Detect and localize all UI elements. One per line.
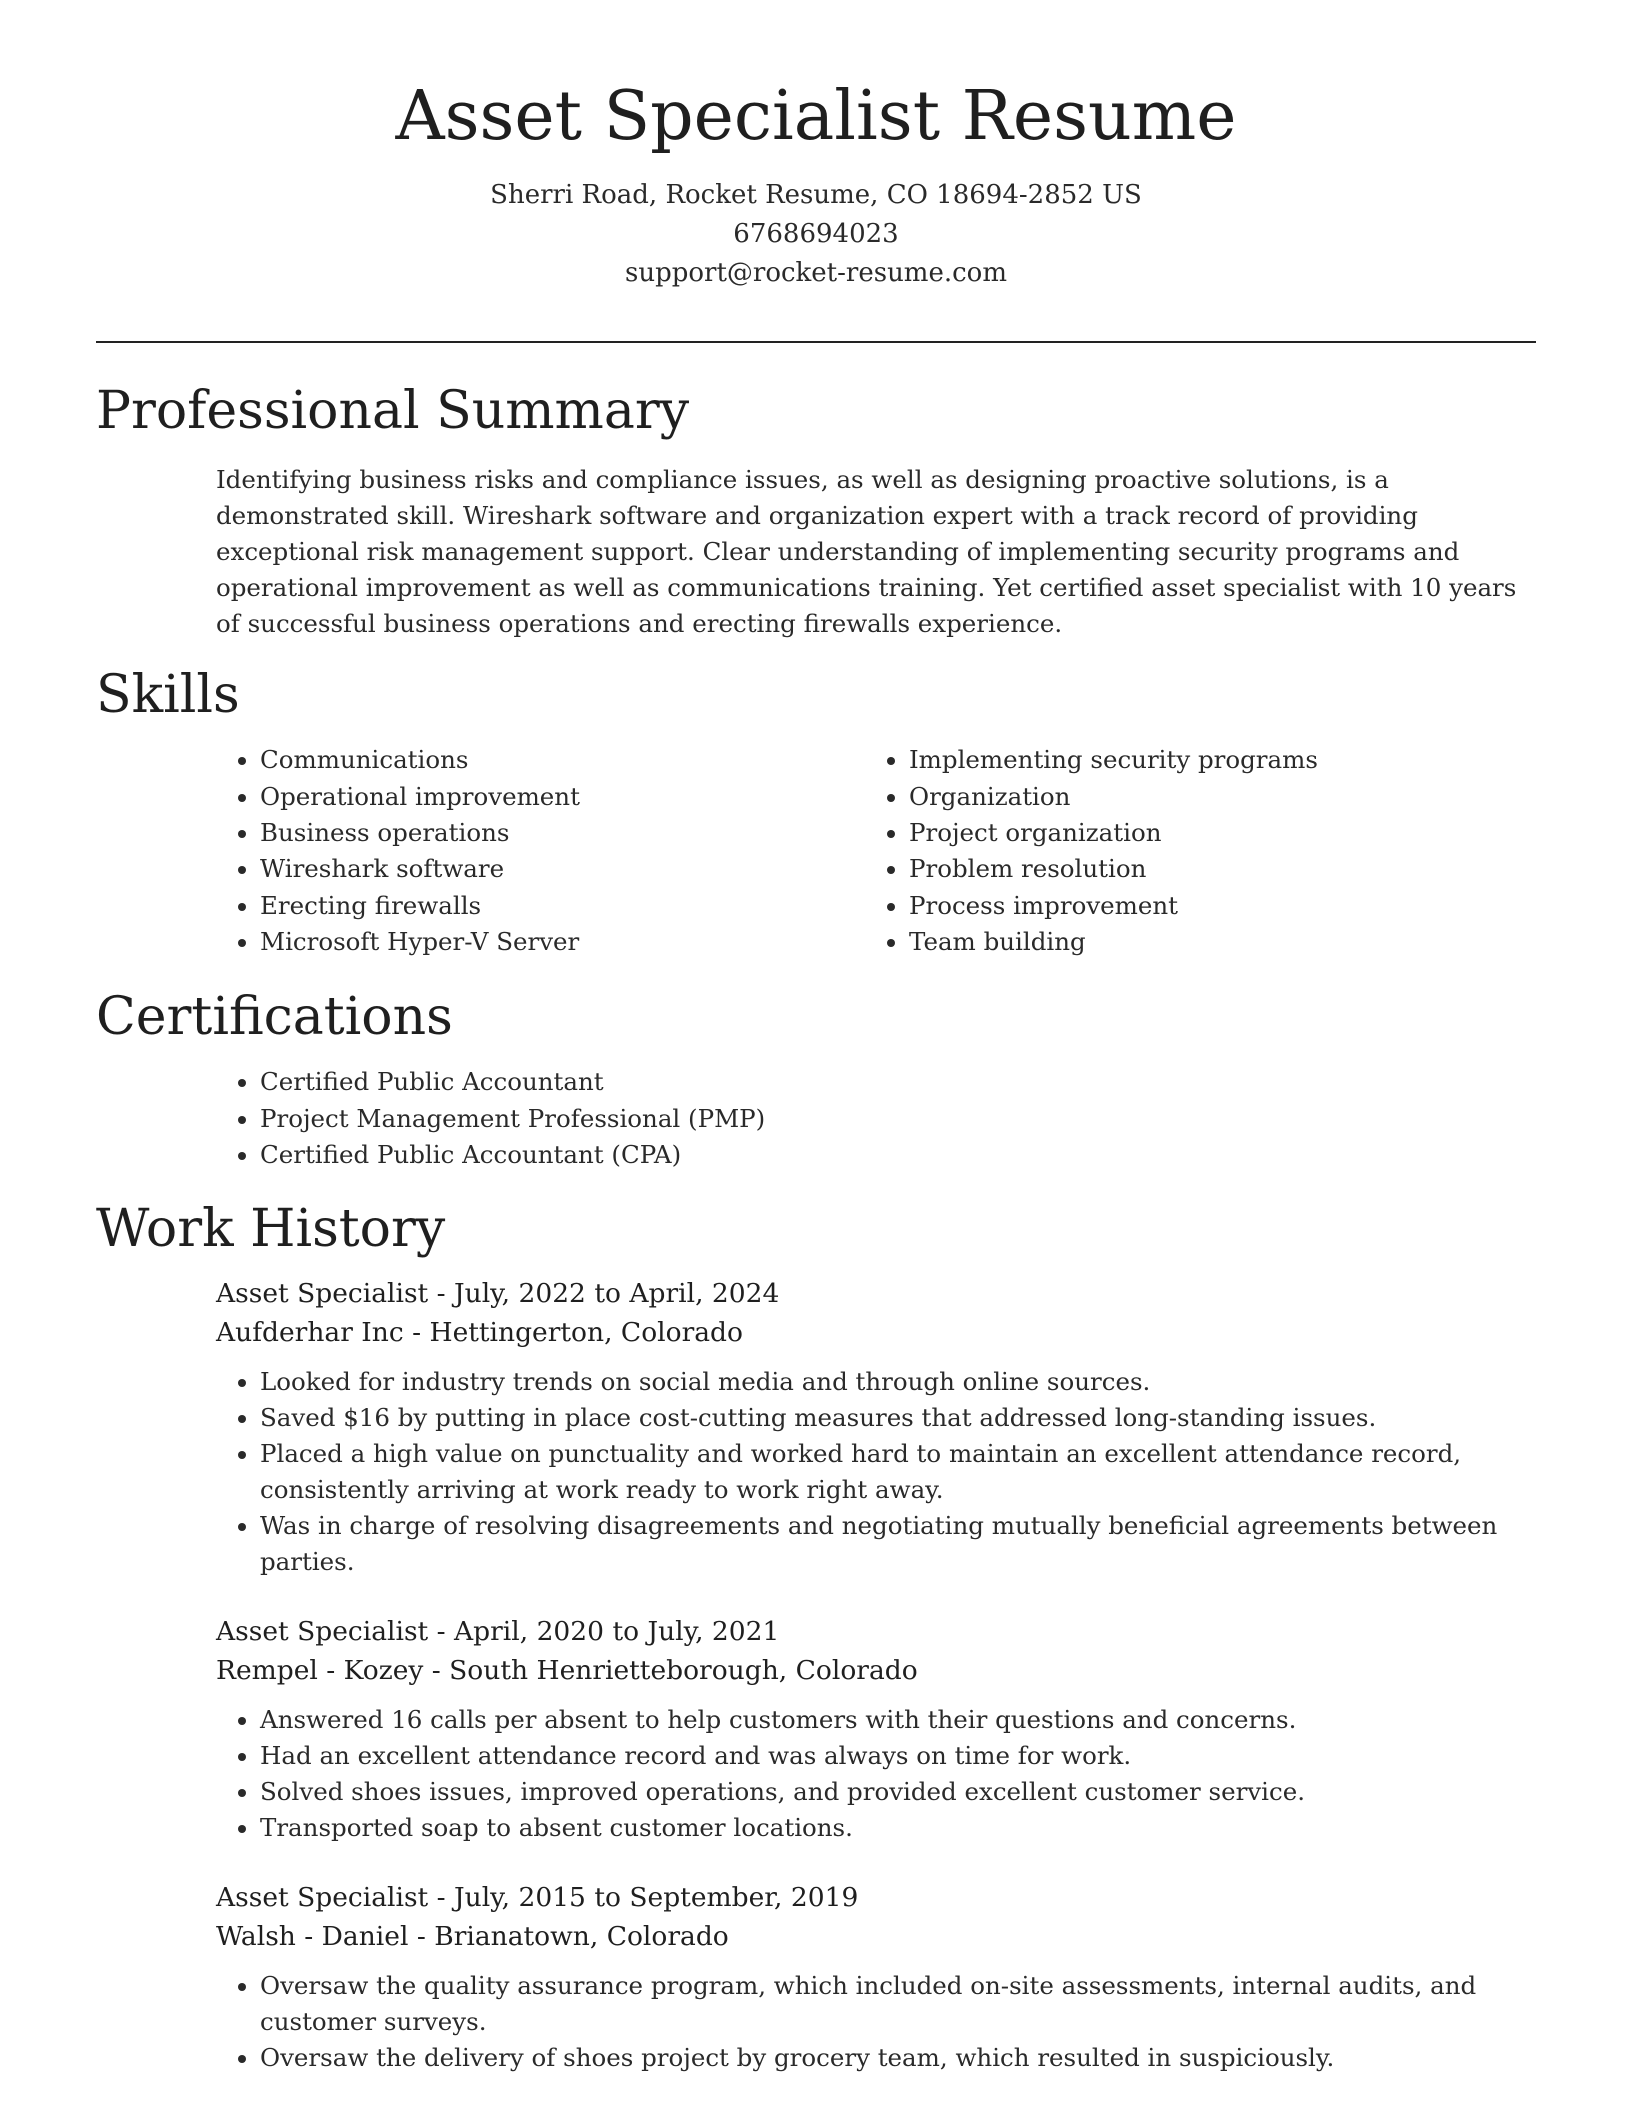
- phone-text: 6768694023: [733, 219, 899, 250]
- certifications-heading: Certifications: [96, 987, 453, 1047]
- job-bullets: [216, 1702, 1536, 1846]
- skills-heading: Skills: [96, 665, 240, 725]
- certification-item: • Certified Public Accountant (CPA): [260, 1137, 1536, 1173]
- work-history-section: [96, 1201, 1536, 2076]
- address-text: Sherri Road, Rocket Resume, CO 18694-2852 US: [490, 180, 1142, 211]
- certification-item: • Certified Public Accountant: [260, 1064, 1536, 1100]
- job-bullet: • Was in charge of resolving disagreements and negotiating mutually beneficial agreements between parties.: [260, 1508, 1536, 1580]
- job-bullet: • Placed a high value on punctuality and worked hard to maintain an excellent attendance record, consistently arriving at work ready to work right away.: [260, 1436, 1536, 1508]
- skills-section: [96, 667, 1536, 961]
- job-bullet: • Looked for industry trends on social media and through online sources.: [260, 1364, 1536, 1400]
- certification-item: • Project Management Professional (PMP): [260, 1101, 1536, 1137]
- job-bullet: • Oversaw the delivery of shoes project by grocery team, which resulted in suspiciously.: [260, 2040, 1536, 2076]
- job-title: Asset Specialist - April, 2020 to July, 2021: [216, 1616, 780, 1648]
- skill-item: • Team building: [909, 924, 1514, 960]
- page-title: Asset Specialist Resume: [395, 77, 1237, 156]
- summary-section: [96, 383, 1536, 642]
- job-company: Walsh - Daniel - Brianatown, Colorado: [216, 1921, 729, 1953]
- skill-item: • Project organization: [909, 815, 1514, 851]
- skills-list-right: [865, 742, 1514, 960]
- job-entry: [216, 1612, 1536, 1846]
- job-bullet: • Transported soap to absent customer locations.: [260, 1810, 1536, 1846]
- skill-item: • Problem resolution: [909, 851, 1514, 887]
- skill-item: • Organization: [909, 779, 1514, 815]
- summary-heading: Professional Summary: [96, 381, 690, 441]
- skill-item: • Microsoft Hyper-V Server: [260, 924, 865, 960]
- job-bullet: • Oversaw the quality assurance program, which included on-site assessments, internal audits, and customer surveys.: [260, 1968, 1536, 2040]
- skills-grid: [216, 742, 1536, 960]
- job-bullets: [216, 1364, 1536, 1580]
- job-title: Asset Specialist - July, 2015 to September, 2019: [216, 1882, 859, 1914]
- skill-item: • Erecting firewalls: [260, 888, 865, 924]
- work-history-heading: Work History: [96, 1199, 446, 1259]
- certifications-list: [216, 1064, 1536, 1173]
- job-title: Asset Specialist - July, 2022 to April, 2024: [216, 1278, 780, 1310]
- skill-item: • Implementing security programs: [909, 742, 1514, 778]
- job-company: Rempel - Kozey - South Henrietteborough, Colorado: [216, 1655, 918, 1687]
- skill-item: • Communications: [260, 742, 865, 778]
- job-entry: [216, 1878, 1536, 2076]
- skill-item: • Process improvement: [909, 888, 1514, 924]
- resume-header: [0, 78, 1632, 293]
- job-bullets: [216, 1968, 1536, 2076]
- job-bullet: • Solved shoes issues, improved operations, and provided excellent customer service.: [260, 1774, 1536, 1810]
- skill-item: • Business operations: [260, 815, 865, 851]
- job-entry: [216, 1274, 1536, 1580]
- certifications-section: [96, 989, 1536, 1173]
- job-bullet: • Answered 16 calls per absent to help customers with their questions and concerns.: [260, 1702, 1536, 1738]
- job-bullet: • Had an excellent attendance record and was always on time for work.: [260, 1738, 1536, 1774]
- summary-text: Identifying business risks and compliance issues, as well as designing proactive solutions, is a demonstrated skill. Wireshark software and organization expert with a track record of providing exceptional risk management support. Clear understanding of implementing security programs and operational improvement as well as communications training. Yet certified asset specialist with 10 years of successful business operations and erecting firewalls experience.: [216, 465, 1517, 639]
- skill-item: • Wireshark software: [260, 851, 865, 887]
- job-bullet: • Saved $16 by putting in place cost-cutting measures that addressed long-standing issues.: [260, 1400, 1536, 1436]
- skills-list-left: [216, 742, 865, 960]
- header-divider: [96, 341, 1536, 343]
- job-company: Aufderhar Inc - Hettingerton, Colorado: [216, 1317, 743, 1349]
- contact-info: [0, 176, 1632, 293]
- skill-item: • Operational improvement: [260, 779, 865, 815]
- email-text: support@rocket-resume.com: [624, 258, 1007, 289]
